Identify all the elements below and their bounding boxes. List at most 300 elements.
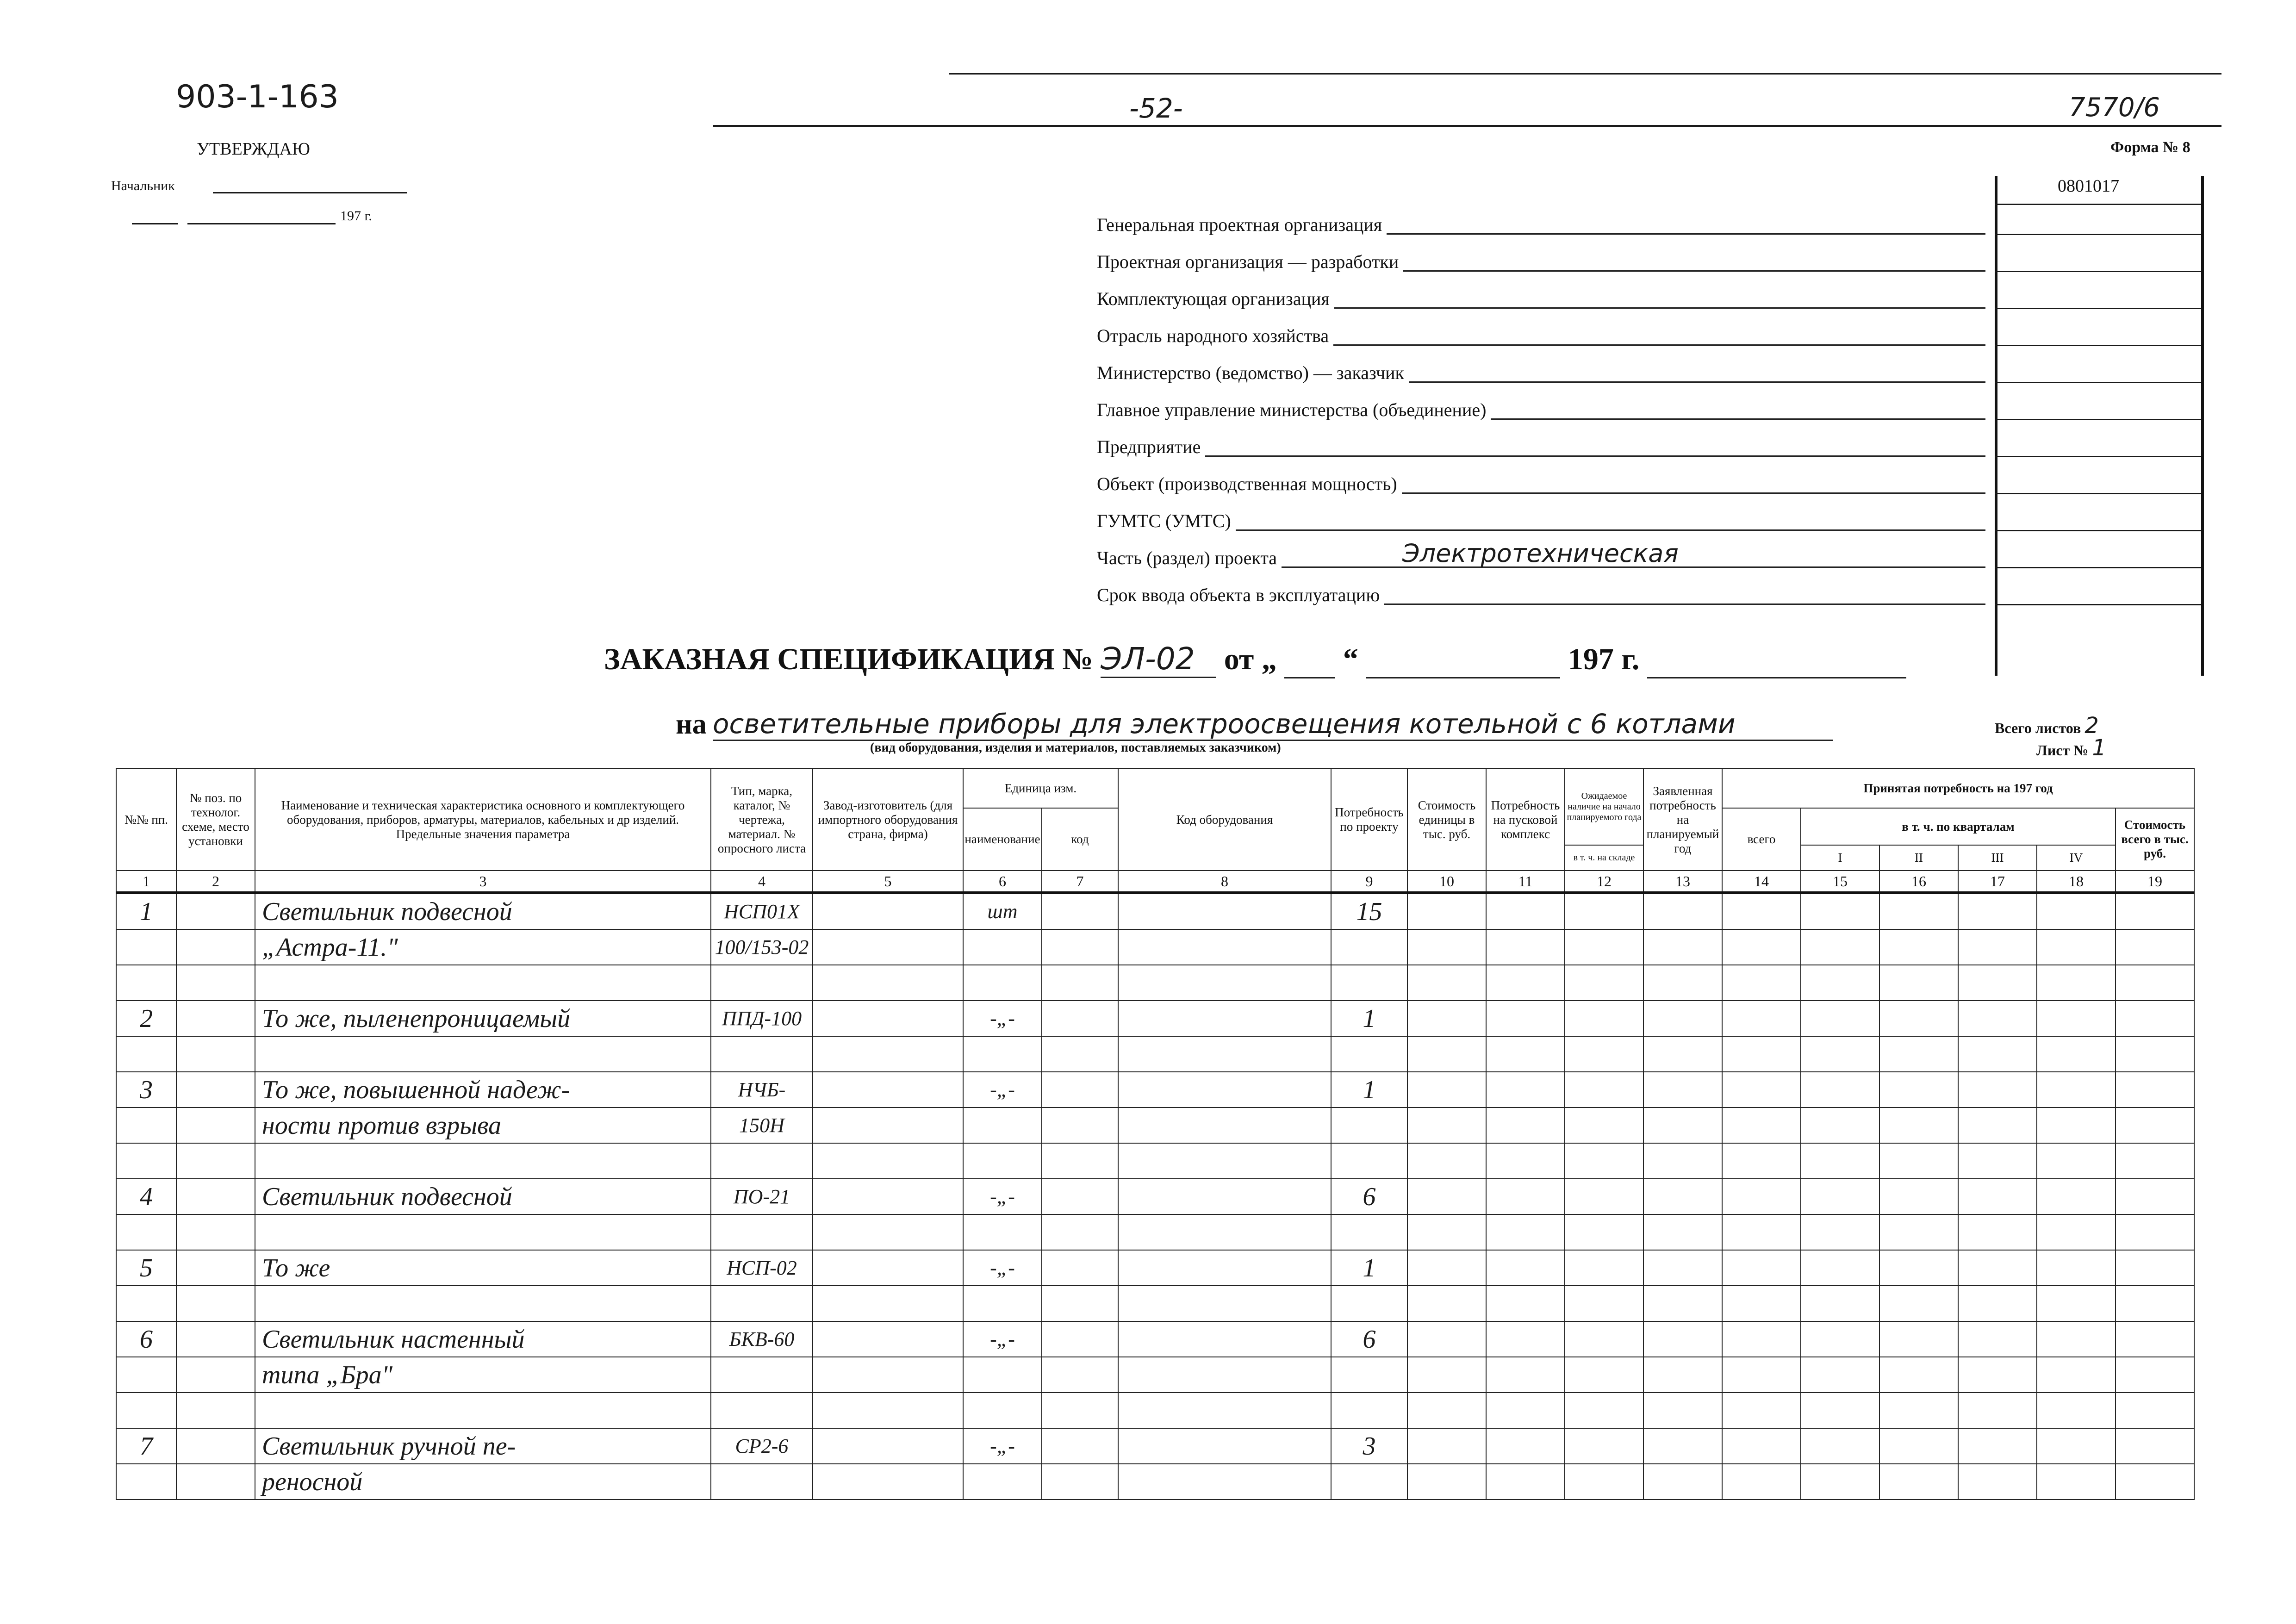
cell-unit[interactable]: -„- <box>963 1001 1042 1036</box>
cell-col-19[interactable] <box>2116 1428 2194 1464</box>
cell-col-11[interactable] <box>1486 1286 1565 1321</box>
cell-item-name[interactable]: Светильник ручной пе- <box>255 1428 711 1464</box>
cell-item-type[interactable]: СР2-6 <box>711 1428 813 1464</box>
cell-col-17[interactable] <box>1958 965 2037 1001</box>
cell-item-type[interactable]: 150Н <box>711 1108 813 1143</box>
cell-col-13[interactable] <box>1643 1428 1722 1464</box>
cell-col-8[interactable] <box>1118 893 1331 929</box>
cell-col-11[interactable] <box>1486 893 1565 929</box>
cell-item-type[interactable] <box>711 1464 813 1500</box>
cell-col-7[interactable] <box>1042 965 1118 1001</box>
cell-col-2[interactable] <box>176 1357 255 1393</box>
cell-col-8[interactable] <box>1118 1072 1331 1108</box>
cell-col-19[interactable] <box>2116 1108 2194 1143</box>
cell-col-11[interactable] <box>1486 1036 1565 1072</box>
spec-date-day[interactable] <box>1284 642 1335 678</box>
cell-unit[interactable] <box>963 965 1042 1001</box>
cell-row-number[interactable] <box>116 1393 176 1428</box>
cell-project-qty[interactable] <box>1331 1393 1407 1428</box>
cell-col-12[interactable] <box>1565 1108 1643 1143</box>
cell-col-7[interactable] <box>1042 893 1118 929</box>
cell-col-11[interactable] <box>1486 1250 1565 1286</box>
cell-col-2[interactable] <box>176 965 255 1001</box>
cell-col-8[interactable] <box>1118 1393 1331 1428</box>
cell-col-11[interactable] <box>1486 1357 1565 1393</box>
cell-col-5[interactable] <box>813 1393 963 1428</box>
cell-col-17[interactable] <box>1958 1464 2037 1500</box>
cell-col-7[interactable] <box>1042 1321 1118 1357</box>
cell-item-type[interactable] <box>711 1143 813 1179</box>
cell-col-14[interactable] <box>1722 1179 1801 1214</box>
cell-col-7[interactable] <box>1042 1143 1118 1179</box>
cell-col-5[interactable] <box>813 1286 963 1321</box>
cell-row-number[interactable] <box>116 1357 176 1393</box>
cell-col-16[interactable] <box>1879 1286 1958 1321</box>
cell-col-10[interactable] <box>1407 1286 1486 1321</box>
cell-col-14[interactable] <box>1722 1001 1801 1036</box>
cell-col-7[interactable] <box>1042 1036 1118 1072</box>
cell-col-10[interactable] <box>1407 1214 1486 1250</box>
cell-col-10[interactable] <box>1407 1428 1486 1464</box>
cell-unit[interactable] <box>963 1357 1042 1393</box>
cell-col-18[interactable] <box>2037 929 2116 965</box>
cell-col-12[interactable] <box>1565 893 1643 929</box>
cell-col-18[interactable] <box>2037 1036 2116 1072</box>
cell-col-13[interactable] <box>1643 1464 1722 1500</box>
cell-col-15[interactable] <box>1801 1036 1879 1072</box>
cell-col-19[interactable] <box>2116 1143 2194 1179</box>
cell-unit[interactable] <box>963 1393 1042 1428</box>
cell-row-number[interactable]: 2 <box>116 1001 176 1036</box>
cell-col-14[interactable] <box>1722 1143 1801 1179</box>
cell-col-7[interactable] <box>1042 1108 1118 1143</box>
cell-col-17[interactable] <box>1958 1357 2037 1393</box>
cell-item-type[interactable] <box>711 1036 813 1072</box>
cell-col-15[interactable] <box>1801 1001 1879 1036</box>
cell-col-15[interactable] <box>1801 1393 1879 1428</box>
cell-row-number[interactable]: 1 <box>116 893 176 929</box>
cell-project-qty[interactable]: 15 <box>1331 893 1407 929</box>
cell-col-11[interactable] <box>1486 1179 1565 1214</box>
cell-col-12[interactable] <box>1565 1214 1643 1250</box>
cell-col-7[interactable] <box>1042 929 1118 965</box>
cell-project-qty[interactable] <box>1331 1143 1407 1179</box>
subject-text[interactable]: осветительные приборы для электроосвещения котельной с 6 котлами <box>713 708 1833 741</box>
cell-col-15[interactable] <box>1801 1214 1879 1250</box>
cell-col-17[interactable] <box>1958 1250 2037 1286</box>
cell-col-17[interactable] <box>1958 1001 2037 1036</box>
cell-project-qty[interactable] <box>1331 1214 1407 1250</box>
cell-item-name[interactable] <box>255 1214 711 1250</box>
cell-col-8[interactable] <box>1118 1143 1331 1179</box>
cell-col-19[interactable] <box>2116 1321 2194 1357</box>
cell-col-14[interactable] <box>1722 1286 1801 1321</box>
cell-col-19[interactable] <box>2116 1179 2194 1214</box>
cell-col-2[interactable] <box>176 1393 255 1428</box>
cell-col-10[interactable] <box>1407 1393 1486 1428</box>
cell-col-11[interactable] <box>1486 1321 1565 1357</box>
cell-row-number[interactable]: 3 <box>116 1072 176 1108</box>
spec-date-month[interactable] <box>1366 642 1560 678</box>
cell-unit[interactable]: -„- <box>963 1072 1042 1108</box>
cell-col-11[interactable] <box>1486 1072 1565 1108</box>
cell-unit[interactable]: шт <box>963 893 1042 929</box>
cell-col-13[interactable] <box>1643 893 1722 929</box>
cell-col-8[interactable] <box>1118 965 1331 1001</box>
cell-item-type[interactable]: БКВ-60 <box>711 1321 813 1357</box>
cell-col-15[interactable] <box>1801 1357 1879 1393</box>
cell-col-14[interactable] <box>1722 1321 1801 1357</box>
cell-col-10[interactable] <box>1407 929 1486 965</box>
cell-col-16[interactable] <box>1879 1072 1958 1108</box>
cell-col-18[interactable] <box>2037 893 2116 929</box>
cell-col-19[interactable] <box>2116 893 2194 929</box>
cell-col-5[interactable] <box>813 1464 963 1500</box>
cell-col-2[interactable] <box>176 1214 255 1250</box>
cell-col-17[interactable] <box>1958 1179 2037 1214</box>
cell-col-15[interactable] <box>1801 1464 1879 1500</box>
cell-col-10[interactable] <box>1407 1072 1486 1108</box>
cell-col-7[interactable] <box>1042 1393 1118 1428</box>
cell-col-5[interactable] <box>813 1072 963 1108</box>
cell-col-17[interactable] <box>1958 1393 2037 1428</box>
cell-col-19[interactable] <box>2116 965 2194 1001</box>
cell-col-18[interactable] <box>2037 1250 2116 1286</box>
cell-col-10[interactable] <box>1407 1321 1486 1357</box>
cell-col-14[interactable] <box>1722 1072 1801 1108</box>
cell-col-19[interactable] <box>2116 1464 2194 1500</box>
cell-col-16[interactable] <box>1879 1036 1958 1072</box>
cell-col-14[interactable] <box>1722 1250 1801 1286</box>
cell-col-5[interactable] <box>813 1321 963 1357</box>
cell-row-number[interactable] <box>116 1214 176 1250</box>
cell-col-8[interactable] <box>1118 929 1331 965</box>
cell-col-16[interactable] <box>1879 929 1958 965</box>
cell-col-18[interactable] <box>2037 1001 2116 1036</box>
cell-col-7[interactable] <box>1042 1250 1118 1286</box>
cell-col-18[interactable] <box>2037 1464 2116 1500</box>
cell-col-8[interactable] <box>1118 1214 1331 1250</box>
cell-col-16[interactable] <box>1879 1357 1958 1393</box>
cell-col-19[interactable] <box>2116 1393 2194 1428</box>
cell-item-name[interactable] <box>255 1393 711 1428</box>
cell-project-qty[interactable] <box>1331 1464 1407 1500</box>
cell-col-18[interactable] <box>2037 1072 2116 1108</box>
cell-col-5[interactable] <box>813 1250 963 1286</box>
cell-col-14[interactable] <box>1722 929 1801 965</box>
cell-item-type[interactable] <box>711 1393 813 1428</box>
cell-unit[interactable] <box>963 1214 1042 1250</box>
cell-col-15[interactable] <box>1801 893 1879 929</box>
cell-col-19[interactable] <box>2116 1357 2194 1393</box>
cell-col-16[interactable] <box>1879 1001 1958 1036</box>
cell-project-qty[interactable] <box>1331 1108 1407 1143</box>
cell-col-5[interactable] <box>813 1001 963 1036</box>
cell-item-name[interactable]: Светильник подвесной <box>255 893 711 929</box>
cell-item-name[interactable]: типа „Бра" <box>255 1357 711 1393</box>
cell-col-18[interactable] <box>2037 1108 2116 1143</box>
cell-project-qty[interactable] <box>1331 965 1407 1001</box>
cell-col-8[interactable] <box>1118 1464 1331 1500</box>
cell-col-16[interactable] <box>1879 965 1958 1001</box>
cell-row-number[interactable] <box>116 929 176 965</box>
cell-col-10[interactable] <box>1407 1357 1486 1393</box>
cell-col-8[interactable] <box>1118 1036 1331 1072</box>
cell-col-12[interactable] <box>1565 1428 1643 1464</box>
cell-row-number[interactable] <box>116 965 176 1001</box>
cell-col-16[interactable] <box>1879 1250 1958 1286</box>
cell-item-type[interactable]: НСП01Х <box>711 893 813 929</box>
cell-col-8[interactable] <box>1118 1321 1331 1357</box>
cell-col-15[interactable] <box>1801 965 1879 1001</box>
cell-col-13[interactable] <box>1643 1321 1722 1357</box>
cell-project-qty[interactable] <box>1331 1286 1407 1321</box>
cell-col-7[interactable] <box>1042 1072 1118 1108</box>
cell-col-18[interactable] <box>2037 965 2116 1001</box>
cell-col-15[interactable] <box>1801 1428 1879 1464</box>
cell-col-15[interactable] <box>1801 1072 1879 1108</box>
cell-row-number[interactable] <box>116 1108 176 1143</box>
cell-col-15[interactable] <box>1801 1108 1879 1143</box>
cell-unit[interactable]: -„- <box>963 1179 1042 1214</box>
cell-col-10[interactable] <box>1407 1108 1486 1143</box>
cell-col-5[interactable] <box>813 929 963 965</box>
cell-col-15[interactable] <box>1801 1143 1879 1179</box>
cell-col-19[interactable] <box>2116 1286 2194 1321</box>
cell-col-14[interactable] <box>1722 1393 1801 1428</box>
cell-col-16[interactable] <box>1879 1321 1958 1357</box>
cell-item-type[interactable]: 100/153-02 <box>711 929 813 965</box>
cell-col-14[interactable] <box>1722 1036 1801 1072</box>
cell-col-12[interactable] <box>1565 1072 1643 1108</box>
cell-col-11[interactable] <box>1486 1393 1565 1428</box>
cell-col-17[interactable] <box>1958 893 2037 929</box>
cell-col-13[interactable] <box>1643 1036 1722 1072</box>
cell-col-2[interactable] <box>176 1179 255 1214</box>
cell-col-13[interactable] <box>1643 1108 1722 1143</box>
cell-col-10[interactable] <box>1407 1143 1486 1179</box>
cell-col-16[interactable] <box>1879 1108 1958 1143</box>
cell-item-name[interactable] <box>255 1036 711 1072</box>
cell-col-13[interactable] <box>1643 1143 1722 1179</box>
cell-col-7[interactable] <box>1042 1001 1118 1036</box>
cell-unit[interactable] <box>963 1464 1042 1500</box>
cell-item-type[interactable] <box>711 1214 813 1250</box>
cell-item-name[interactable] <box>255 1286 711 1321</box>
cell-col-8[interactable] <box>1118 1001 1331 1036</box>
cell-item-name[interactable]: ности против взрыва <box>255 1108 711 1143</box>
cell-col-10[interactable] <box>1407 965 1486 1001</box>
cell-col-15[interactable] <box>1801 1250 1879 1286</box>
cell-unit[interactable] <box>963 1286 1042 1321</box>
cell-item-name[interactable]: То же <box>255 1250 711 1286</box>
cell-col-2[interactable] <box>176 1001 255 1036</box>
cell-unit[interactable]: -„- <box>963 1250 1042 1286</box>
cell-col-8[interactable] <box>1118 1179 1331 1214</box>
cell-col-18[interactable] <box>2037 1393 2116 1428</box>
cell-col-13[interactable] <box>1643 1250 1722 1286</box>
cell-col-17[interactable] <box>1958 1036 2037 1072</box>
cell-col-12[interactable] <box>1565 1001 1643 1036</box>
cell-project-qty[interactable] <box>1331 929 1407 965</box>
cell-item-type[interactable]: ПО-21 <box>711 1179 813 1214</box>
cell-col-11[interactable] <box>1486 1001 1565 1036</box>
cell-col-2[interactable] <box>176 1464 255 1500</box>
cell-col-11[interactable] <box>1486 1428 1565 1464</box>
cell-project-qty[interactable]: 1 <box>1331 1250 1407 1286</box>
cell-col-2[interactable] <box>176 929 255 965</box>
cell-col-14[interactable] <box>1722 1108 1801 1143</box>
cell-col-8[interactable] <box>1118 1286 1331 1321</box>
cell-item-type[interactable]: НЧБ- <box>711 1072 813 1108</box>
cell-col-12[interactable] <box>1565 1143 1643 1179</box>
cell-col-2[interactable] <box>176 1428 255 1464</box>
cell-col-19[interactable] <box>2116 1072 2194 1108</box>
cell-col-2[interactable] <box>176 1321 255 1357</box>
cell-col-5[interactable] <box>813 893 963 929</box>
cell-item-name[interactable]: реносной <box>255 1464 711 1500</box>
cell-col-12[interactable] <box>1565 1393 1643 1428</box>
cell-col-7[interactable] <box>1042 1286 1118 1321</box>
cell-item-name[interactable]: Светильник подвесной <box>255 1179 711 1214</box>
cell-col-5[interactable] <box>813 1214 963 1250</box>
cell-col-15[interactable] <box>1801 1321 1879 1357</box>
cell-col-17[interactable] <box>1958 1143 2037 1179</box>
cell-item-type[interactable] <box>711 965 813 1001</box>
cell-col-13[interactable] <box>1643 1214 1722 1250</box>
cell-col-13[interactable] <box>1643 1357 1722 1393</box>
cell-col-17[interactable] <box>1958 1108 2037 1143</box>
cell-col-18[interactable] <box>2037 1179 2116 1214</box>
cell-col-13[interactable] <box>1643 929 1722 965</box>
cell-col-16[interactable] <box>1879 893 1958 929</box>
cell-col-12[interactable] <box>1565 1321 1643 1357</box>
cell-row-number[interactable] <box>116 1286 176 1321</box>
cell-project-qty[interactable]: 6 <box>1331 1321 1407 1357</box>
cell-col-18[interactable] <box>2037 1357 2116 1393</box>
cell-col-13[interactable] <box>1643 965 1722 1001</box>
cell-col-19[interactable] <box>2116 1250 2194 1286</box>
cell-item-name[interactable]: „Астра-11." <box>255 929 711 965</box>
cell-col-7[interactable] <box>1042 1428 1118 1464</box>
cell-col-8[interactable] <box>1118 1428 1331 1464</box>
cell-col-17[interactable] <box>1958 1428 2037 1464</box>
cell-project-qty[interactable]: 6 <box>1331 1179 1407 1214</box>
cell-col-10[interactable] <box>1407 1179 1486 1214</box>
cell-col-16[interactable] <box>1879 1393 1958 1428</box>
cell-project-qty[interactable] <box>1331 1036 1407 1072</box>
cell-col-14[interactable] <box>1722 893 1801 929</box>
cell-unit[interactable]: -„- <box>963 1321 1042 1357</box>
cell-col-8[interactable] <box>1118 1357 1331 1393</box>
cell-item-name[interactable]: Светильник настенный <box>255 1321 711 1357</box>
cell-col-12[interactable] <box>1565 929 1643 965</box>
cell-row-number[interactable] <box>116 1143 176 1179</box>
cell-col-8[interactable] <box>1118 1108 1331 1143</box>
cell-col-12[interactable] <box>1565 1357 1643 1393</box>
cell-item-name[interactable] <box>255 1143 711 1179</box>
cell-col-12[interactable] <box>1565 965 1643 1001</box>
cell-col-13[interactable] <box>1643 1001 1722 1036</box>
cell-row-number[interactable] <box>116 1464 176 1500</box>
cell-item-type[interactable] <box>711 1357 813 1393</box>
cell-col-19[interactable] <box>2116 1036 2194 1072</box>
cell-col-18[interactable] <box>2037 1286 2116 1321</box>
organization-value[interactable]: Электротехническая <box>1402 539 1679 568</box>
cell-col-5[interactable] <box>813 1108 963 1143</box>
cell-col-7[interactable] <box>1042 1179 1118 1214</box>
cell-col-17[interactable] <box>1958 1072 2037 1108</box>
cell-col-5[interactable] <box>813 1357 963 1393</box>
cell-project-qty[interactable] <box>1331 1357 1407 1393</box>
cell-col-2[interactable] <box>176 1286 255 1321</box>
cell-row-number[interactable]: 7 <box>116 1428 176 1464</box>
cell-col-19[interactable] <box>2116 1001 2194 1036</box>
cell-col-16[interactable] <box>1879 1464 1958 1500</box>
cell-unit[interactable] <box>963 1143 1042 1179</box>
cell-col-16[interactable] <box>1879 1179 1958 1214</box>
cell-col-14[interactable] <box>1722 965 1801 1001</box>
cell-col-11[interactable] <box>1486 929 1565 965</box>
cell-col-18[interactable] <box>2037 1428 2116 1464</box>
cell-col-5[interactable] <box>813 1179 963 1214</box>
cell-col-16[interactable] <box>1879 1428 1958 1464</box>
cell-row-number[interactable] <box>116 1036 176 1072</box>
cell-col-19[interactable] <box>2116 1214 2194 1250</box>
cell-item-name[interactable]: То же, пыленепроницаемый <box>255 1001 711 1036</box>
cell-col-10[interactable] <box>1407 1001 1486 1036</box>
cell-col-14[interactable] <box>1722 1464 1801 1500</box>
cell-col-12[interactable] <box>1565 1250 1643 1286</box>
cell-project-qty[interactable]: 1 <box>1331 1072 1407 1108</box>
cell-col-17[interactable] <box>1958 929 2037 965</box>
cell-row-number[interactable]: 5 <box>116 1250 176 1286</box>
cell-col-17[interactable] <box>1958 1286 2037 1321</box>
cell-col-12[interactable] <box>1565 1036 1643 1072</box>
cell-col-7[interactable] <box>1042 1357 1118 1393</box>
cell-col-12[interactable] <box>1565 1179 1643 1214</box>
cell-row-number[interactable]: 4 <box>116 1179 176 1214</box>
cell-col-17[interactable] <box>1958 1321 2037 1357</box>
cell-col-13[interactable] <box>1643 1072 1722 1108</box>
cell-unit[interactable] <box>963 929 1042 965</box>
cell-col-11[interactable] <box>1486 1108 1565 1143</box>
cell-col-5[interactable] <box>813 965 963 1001</box>
cell-col-12[interactable] <box>1565 1286 1643 1321</box>
cell-col-12[interactable] <box>1565 1464 1643 1500</box>
cell-item-type[interactable]: ППД-100 <box>711 1001 813 1036</box>
cell-col-17[interactable] <box>1958 1214 2037 1250</box>
cell-col-13[interactable] <box>1643 1393 1722 1428</box>
cell-col-10[interactable] <box>1407 1250 1486 1286</box>
cell-col-5[interactable] <box>813 1143 963 1179</box>
cell-col-15[interactable] <box>1801 1286 1879 1321</box>
cell-col-5[interactable] <box>813 1428 963 1464</box>
cell-col-14[interactable] <box>1722 1357 1801 1393</box>
cell-col-2[interactable] <box>176 1072 255 1108</box>
spec-number[interactable]: ЭЛ-02 <box>1101 641 1216 678</box>
cell-col-11[interactable] <box>1486 1214 1565 1250</box>
cell-unit[interactable] <box>963 1036 1042 1072</box>
cell-col-2[interactable] <box>176 893 255 929</box>
cell-unit[interactable]: -„- <box>963 1428 1042 1464</box>
cell-col-18[interactable] <box>2037 1143 2116 1179</box>
cell-col-10[interactable] <box>1407 1036 1486 1072</box>
cell-item-name[interactable]: То же, повышенной надеж- <box>255 1072 711 1108</box>
cell-col-2[interactable] <box>176 1036 255 1072</box>
cell-col-15[interactable] <box>1801 929 1879 965</box>
cell-col-14[interactable] <box>1722 1214 1801 1250</box>
